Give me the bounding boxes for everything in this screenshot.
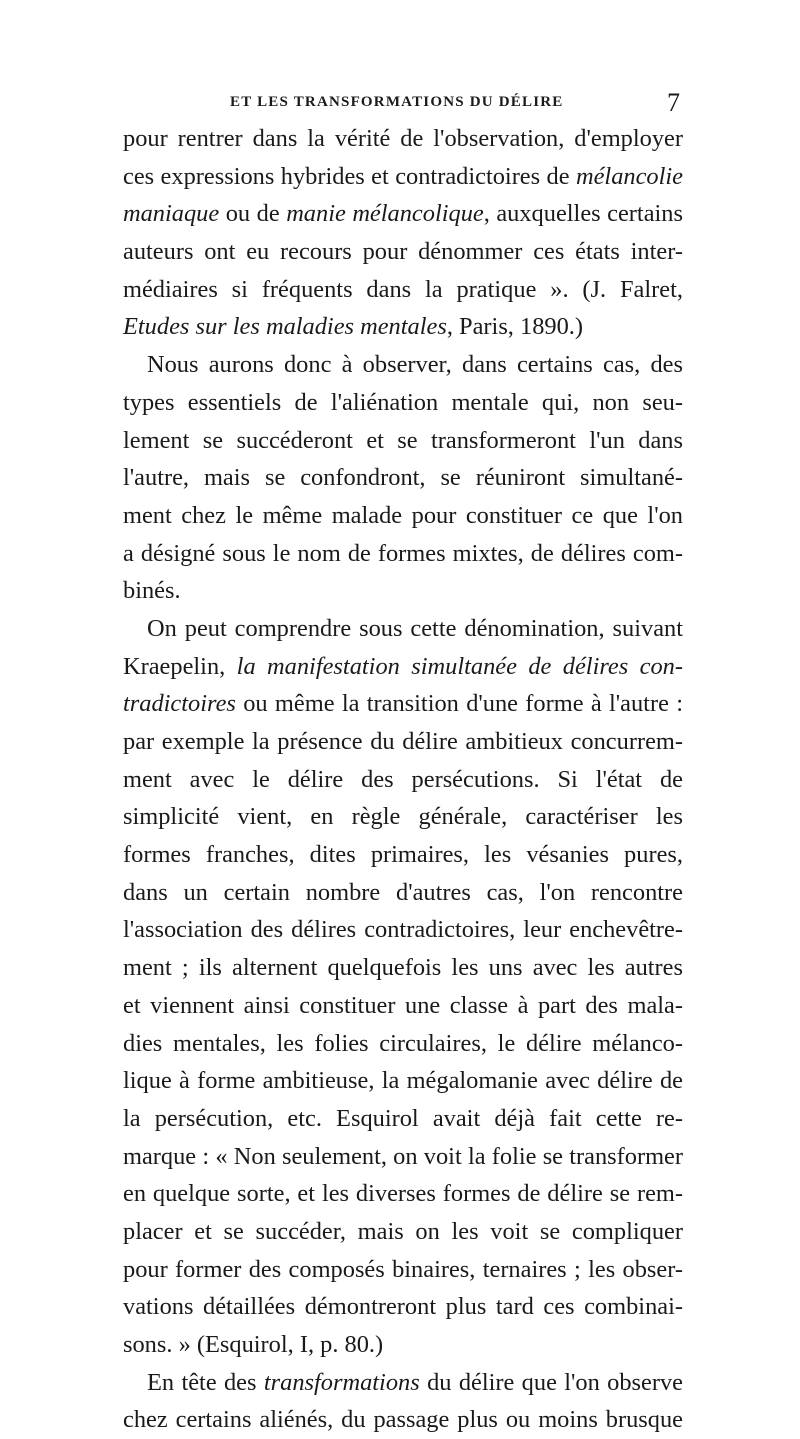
text-line: auteurs ont eu recours pour dénommer ces états inter- bbox=[123, 238, 683, 266]
text-line: médiaires si fréquents dans la pratique ». (J. Falret, bbox=[123, 275, 683, 303]
text-line: placer et se succéder, mais on les voit se compliquer bbox=[123, 1217, 683, 1245]
text-line: ment ; ils alternent quelquefois les uns avec les autres bbox=[123, 954, 683, 982]
italic-term: maniaque bbox=[123, 200, 220, 228]
text-line: ces expressions hybrides et contradictoires de mélancolie bbox=[123, 162, 683, 190]
paragraph-start: En tête des transformations du délire que l'on observe bbox=[147, 1368, 684, 1396]
text-line: l'association des délires contradictoires, leur enchevêtre- bbox=[123, 916, 683, 944]
text-line: vations détaillées démontreront plus tard ces combinai- bbox=[123, 1293, 683, 1321]
text-line: et viennent ainsi constituer une classe à part des mala- bbox=[123, 991, 683, 1019]
text-line: pour former des composés binaires, ternaires ; les obser- bbox=[123, 1255, 683, 1283]
italic-title: Etudes sur les maladies mentales bbox=[123, 313, 447, 341]
italic-term: tradictoires bbox=[123, 690, 236, 718]
text-line: dies mentales, les folies circulaires, le délire mélanco- bbox=[123, 1029, 683, 1057]
text-line: dans un certain nombre d'autres cas, l'on rencontre bbox=[123, 878, 683, 906]
text-line: Etudes sur les maladies mentales, Paris, 1890.) bbox=[123, 313, 584, 341]
running-title: ET LES TRANSFORMATIONS DU DÉLIRE bbox=[230, 94, 564, 110]
text-line: tradictoires ou même la transition d'une forme à l'autre : bbox=[123, 690, 683, 718]
text-line: sons. » (Esquirol, I, p. 80.) bbox=[123, 1331, 384, 1358]
italic-term: mélancolie bbox=[575, 162, 683, 190]
text-line: l'autre, mais se confondront, se réuniront simultané- bbox=[123, 464, 683, 492]
text-line: binés. bbox=[123, 577, 181, 605]
text-line: la persécution, etc. Esquirol avait déjà fait cette re- bbox=[123, 1104, 683, 1132]
paragraph-start: Nous aurons donc à observer, dans certains cas, des bbox=[147, 351, 683, 379]
paragraph-start: On peut comprendre sous cette dénomination, suivant bbox=[147, 614, 683, 642]
text-line: simplicité vient, en règle générale, caractériser les bbox=[123, 803, 683, 831]
text-line: lique à forme ambitieuse, la mégalomanie avec délire de bbox=[123, 1067, 683, 1095]
italic-term: manie mélancolique bbox=[286, 200, 484, 228]
italic-term: la manifestation simultanée de délires con- bbox=[236, 652, 683, 680]
text-line: par exemple la présence du délire ambitieux concurrem- bbox=[123, 728, 683, 755]
text-line: a désigné sous le nom de formes mixtes, de délires com- bbox=[123, 539, 683, 567]
page-header bbox=[120, 88, 680, 118]
text-line: pour rentrer dans la vérité de l'observation, d'employer bbox=[123, 125, 683, 152]
text-line: ment avec le délire des persécutions. Si l'état de bbox=[123, 765, 683, 793]
text-line: marque : « Non seulement, on voit la folie se transformer bbox=[123, 1142, 683, 1170]
text-line: Kraepelin, la manifestation simultanée de délires con- bbox=[123, 652, 683, 680]
text-line: ment chez le même malade pour constituer ce que l'on bbox=[123, 501, 683, 529]
text-line: types essentiels de l'aliénation mentale qui, non seu- bbox=[123, 388, 683, 416]
text-line: lement se succéderont et se transformeront l'un dans bbox=[123, 426, 683, 454]
body-text bbox=[123, 120, 683, 1439]
italic-term: transformations bbox=[263, 1368, 420, 1396]
page-number: 7 bbox=[667, 88, 680, 117]
text-line: en quelque sorte, et les diverses formes de délire se rem- bbox=[123, 1180, 683, 1208]
text-line: maniaque ou de manie mélancolique, auxquelles certains bbox=[123, 200, 683, 228]
text-line: formes franches, dites primaires, les vésanies pures, bbox=[123, 841, 683, 869]
text-line: chez certains aliénés, du passage plus ou moins brusque bbox=[123, 1406, 683, 1434]
